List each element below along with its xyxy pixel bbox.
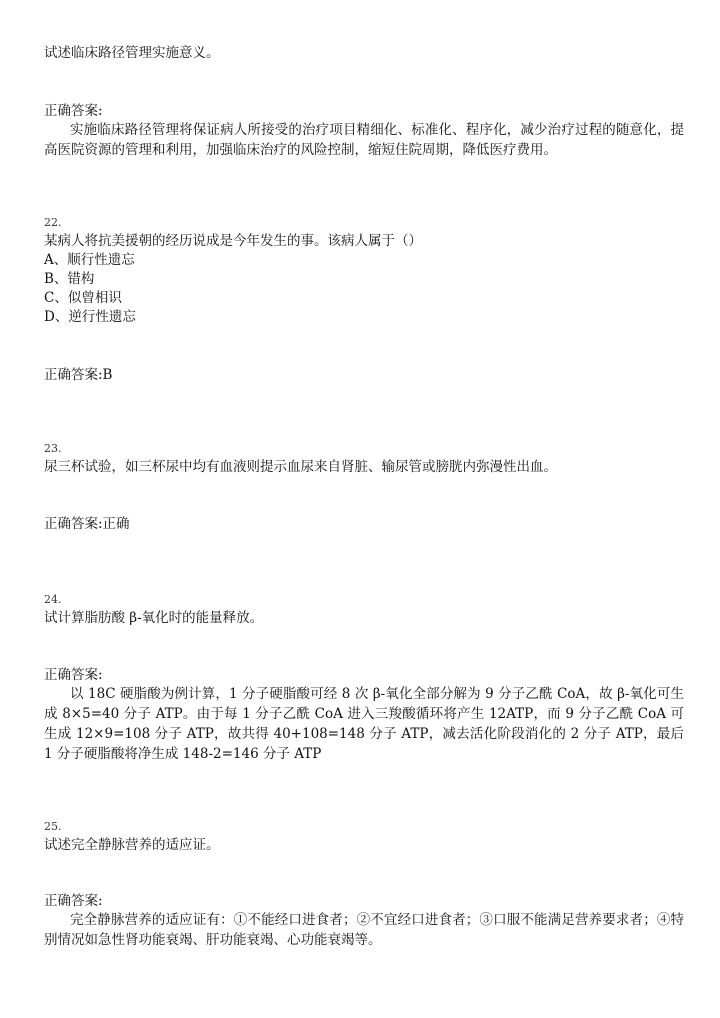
option-d: D、逆行性遗忘	[44, 309, 136, 325]
answer-label: 正确答案:B	[44, 367, 113, 383]
option-b: B、错构	[44, 271, 95, 287]
question-number: 23.	[44, 442, 62, 455]
answer-label: 正确答案:	[44, 893, 103, 909]
option-a: A、顺行性遗忘	[44, 252, 135, 268]
answer-label: 正确答案:正确	[44, 516, 130, 532]
question-number: 25.	[44, 820, 62, 833]
question-number: 24.	[44, 593, 62, 606]
answer-label: 正确答案:	[44, 667, 103, 683]
answer-text: 以 18C 硬脂酸为例计算，1 分子硬脂酸可经 8 次 β-氧化全部分解为 9 分子乙酰 CoA，故 β-氧化可生成 8×5=40 分子 ATP。由于每 1 分子乙酰 CoA 进入三羧酸循环将产生 12ATP，而 9 分子乙酰 CoA 可生成 12×9=108 分子 ATP，故共得 40+108=148 分子 ATP，减去活化阶段消化的 2 分子 ATP，最后 1 分子硬脂酸将净生成 148-2=146 分子 ATP	[44, 686, 684, 762]
option-c: C、似曾相识	[44, 290, 122, 306]
answer-text: 完全静脉营养的适应证有：①不能经口进食者；②不宜经口进食者；③口服不能满足营养要求者；④特别情况如急性肾功能衰竭、肝功能衰竭、心功能衰竭等。	[44, 912, 684, 948]
answer-label: 正确答案:	[44, 103, 103, 119]
question-text: 试计算脂肪酸 β-氧化时的能量释放。	[44, 610, 264, 626]
question-text: 试述临床路径管理实施意义。	[44, 45, 220, 61]
question-text: 试述完全静脉营养的适应证。	[44, 837, 220, 853]
question-text: 某病人将抗美援朝的经历说成是今年发生的事。该病人属于（）	[44, 233, 422, 249]
question-number: 22.	[44, 216, 62, 229]
question-text: 尿三杯试验，如三杯尿中均有血液则提示血尿来自肾脏、输尿管或膀胱内弥漫性出血。	[44, 459, 557, 475]
answer-text: 实施临床路径管理将保证病人所接受的治疗项目精细化、标准化、程序化，减少治疗过程的随意化，提高医院资源的管理和利用，加强临床治疗的风险控制，缩短住院周期，降低医疗费用。	[44, 122, 684, 158]
